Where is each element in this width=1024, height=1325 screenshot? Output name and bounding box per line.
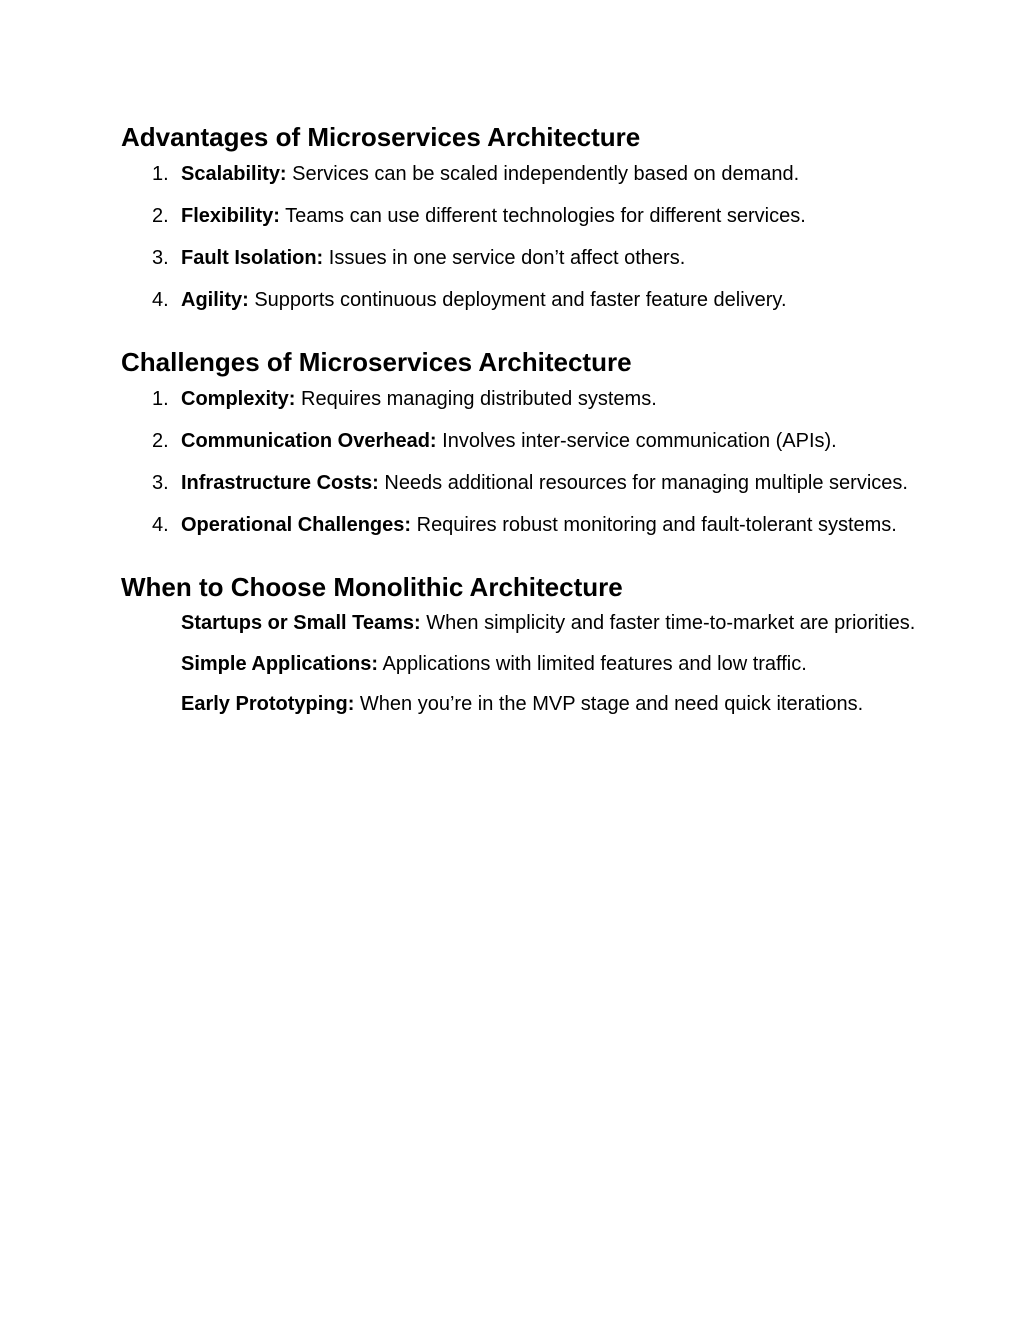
list-number: 2.	[152, 430, 169, 452]
list-number: 3.	[152, 472, 169, 494]
item-text: Needs additional resources for managing multiple services.	[378, 472, 908, 494]
challenges-list	[121, 378, 914, 546]
list-item	[121, 603, 921, 644]
list-number: 1.	[152, 388, 169, 410]
list-item	[121, 462, 921, 504]
item-term: Simple Applications:	[181, 652, 379, 675]
list-item	[121, 153, 921, 195]
list-item	[121, 378, 921, 420]
list-number: 1.	[152, 163, 169, 185]
item-term: Agility:	[181, 289, 249, 311]
section-heading: Advantages of Microservices Architecture	[121, 122, 641, 152]
list-number: 3.	[152, 247, 169, 269]
section-spacer	[121, 546, 914, 570]
list-item	[121, 684, 921, 725]
list-number: 4.	[152, 514, 169, 536]
challenges-section	[121, 345, 914, 546]
list-number: 4.	[152, 289, 169, 311]
item-term: Communication Overhead:	[181, 430, 437, 452]
list-item	[121, 504, 921, 546]
list-item	[121, 420, 921, 462]
item-term: Early Prototyping:	[181, 693, 355, 715]
advantages-list	[121, 153, 914, 321]
item-text: When simplicity and faster time-to-market are priorities.	[420, 612, 916, 634]
item-term: Fault Isolation:	[181, 247, 324, 269]
list-item	[121, 237, 921, 279]
item-text: Involves inter-service communication (APIs).	[436, 430, 837, 452]
item-text: Requires managing distributed systems.	[295, 388, 657, 410]
item-text: Teams can use different technologies for different services.	[279, 205, 806, 227]
list-number: 2.	[152, 205, 169, 227]
section-heading: Challenges of Microservices Architecture	[121, 347, 632, 377]
item-term: Operational Challenges:	[181, 514, 412, 536]
item-text: Services can be scaled independently based on demand.	[286, 163, 800, 185]
item-term: Scalability:	[181, 163, 287, 185]
list-item	[121, 644, 921, 685]
item-text: Applications with limited features and low traffic.	[378, 652, 807, 675]
item-text: Requires robust monitoring and fault-tolerant systems.	[411, 514, 897, 536]
list-item	[121, 279, 921, 321]
monolithic-list	[121, 603, 914, 725]
section-heading: When to Choose Monolithic Architecture	[121, 572, 623, 602]
advantages-section	[121, 120, 914, 321]
item-text: Supports continuous deployment and faster feature delivery.	[248, 289, 787, 311]
list-item	[121, 195, 921, 237]
monolithic-section	[121, 570, 914, 725]
item-term: Flexibility:	[181, 205, 280, 227]
item-term: Complexity:	[181, 388, 296, 410]
section-spacer	[121, 321, 914, 345]
item-term: Startups or Small Teams:	[181, 612, 421, 634]
item-text: When you’re in the MVP stage and need quick iterations.	[354, 693, 864, 715]
item-text: Issues in one service don’t affect others.	[323, 247, 686, 269]
item-term: Infrastructure Costs:	[181, 472, 379, 494]
